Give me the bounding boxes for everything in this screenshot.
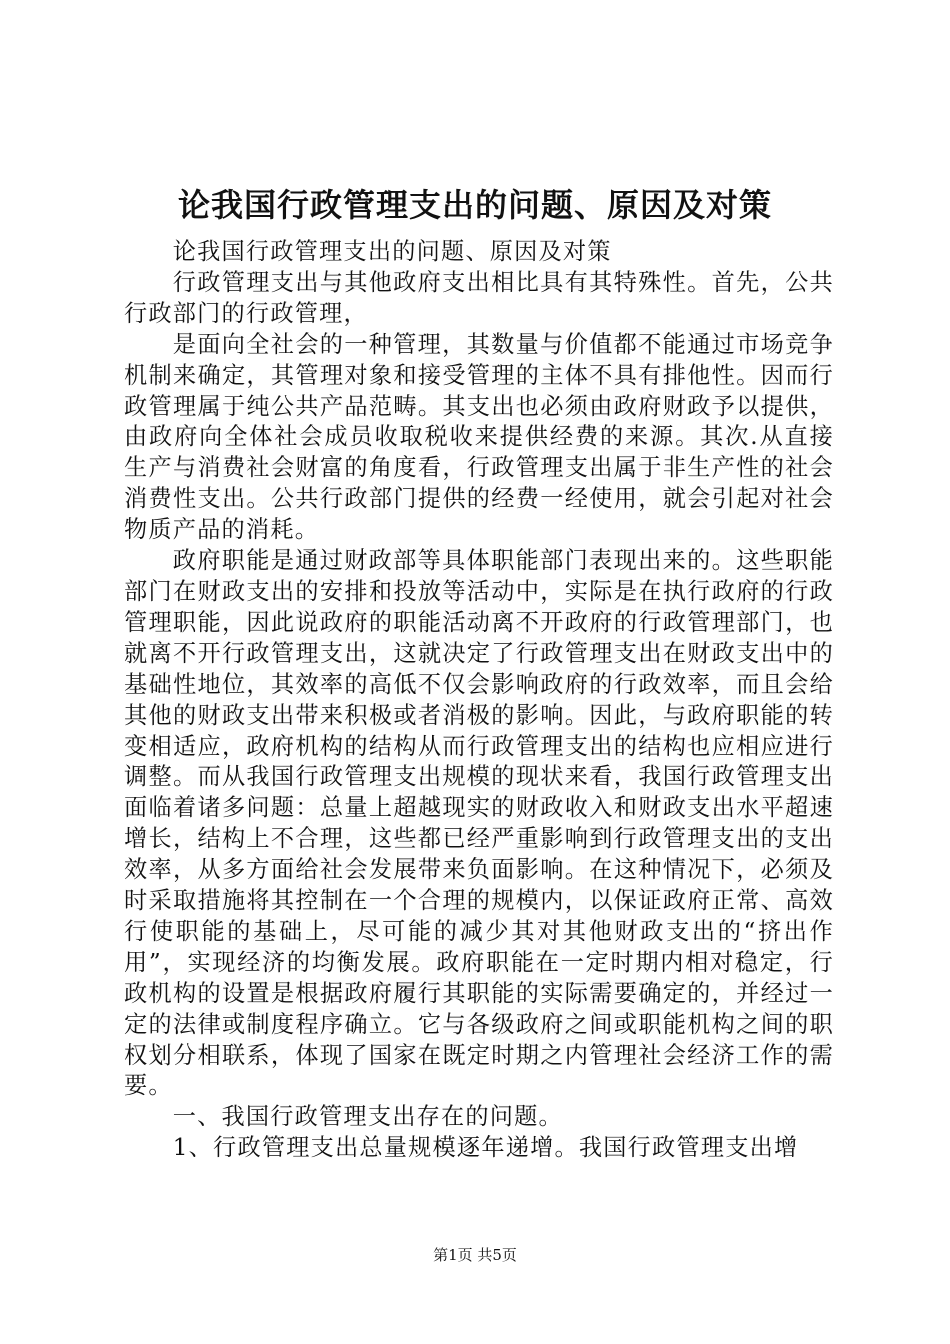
document-body bbox=[124, 237, 834, 1164]
paragraph-problem-1: 1、行政管理支出总量规模逐年递增。我国行政管理支出增 bbox=[172, 1134, 799, 1162]
section-heading-problems: 一、我国行政管理支出存在的问题。 bbox=[172, 1103, 563, 1131]
paragraph-subtitle: 论我国行政管理支出的问题、原因及对策 bbox=[172, 238, 612, 265]
paragraph-public-management: 是面向全社会的一种管理，其数量与价值都不能通过市场竞争机制来确定，其管理对象和接受管理的主体不具有排他性。因而行政管理属于纯公共产品范畴。其支出也必须由政府财政予以提供，由政府向全体社会成员收取税收来提供经费的来源。其次.从直接生产与消费社会财富的角度看，行政管理支出属于非生产性的社会消费性支出。公共行政部门提供的经费一经使用，就会引起对社会物质产品的消耗。 bbox=[124, 330, 834, 544]
page-number-footer: 第1页 共5页 bbox=[433, 1246, 517, 1264]
document-title: 论我国行政管理支出的问题、原因及对策 bbox=[177, 186, 772, 224]
paragraph-intro: 行政管理支出与其他政府支出相比具有其特殊性。首先，公共行政部门的行政管理， bbox=[124, 268, 834, 327]
paragraph-government-functions: 政府职能是通过财政部等具体职能部门表现出来的。这些职能部门在财政支出的安排和投放等活动中，实际是在执行政府的行政管理职能，因此说政府的职能活动离不开政府的行政管理部门，也就离不开行政管理支出，这就决定了行政管理支出在财政支出中的基础性地位，其效率的高低不仅会影响政府的行政效率，而且会给其他的财政支出带来积极或者消极的影响。因此，与政府职能的转变相适应，政府机构的结构从而行政管理支出的结构也应相应进行调整。而从我国行政管理支出规模的现状来看，我国行政管理支出面临着诸多问题：总量上超越现实的财政收入和财政支出水平超速增长，结构上不合理，这些都已经严重影响到行政管理支出的支出效率，从多方面给社会发展带来负面影响。在这种情况下，必须及时采取措施将其控制在一个合理的规模内，以保证政府正常、高效行使职能的基础上，尽可能的减少其对其他财政支出的“挤出作用”，实现经济的均衡发展。政府职能在一定时期内相对稳定，行政机构的设置是根据政府履行其职能的实际需要确定的，并经过一定的法律或制度程序确立。它与各级政府之间或职能机构之间的职权划分相联系，体现了国家在既定时期之内管理社会经济工作的需要。 bbox=[124, 547, 834, 1100]
